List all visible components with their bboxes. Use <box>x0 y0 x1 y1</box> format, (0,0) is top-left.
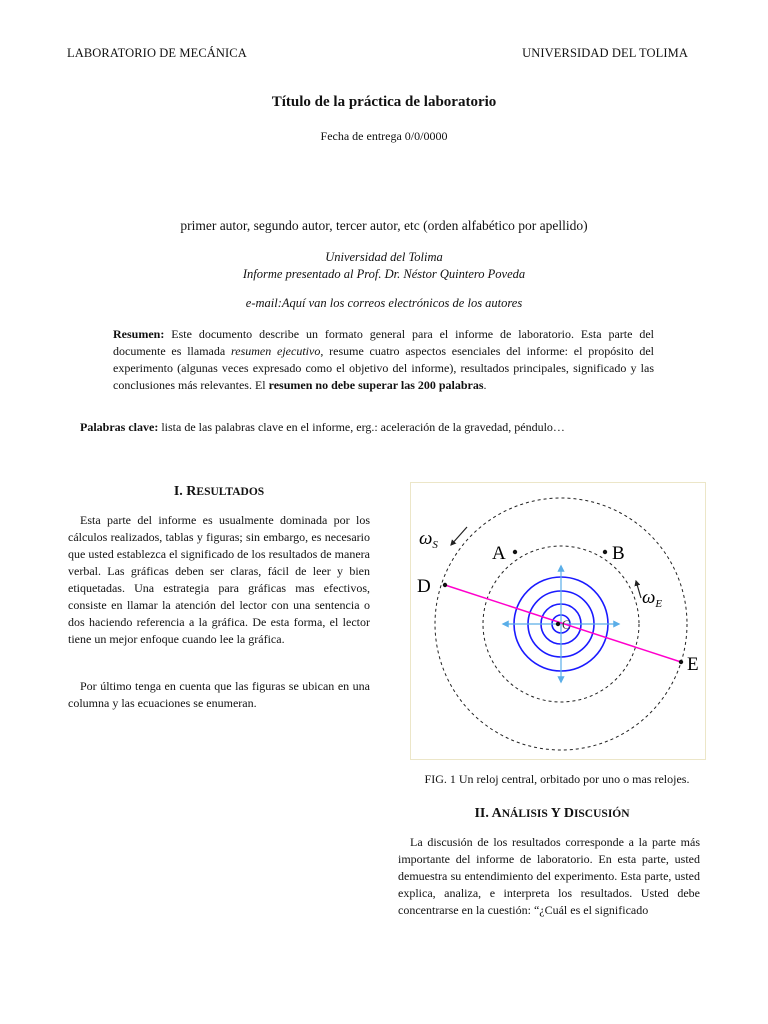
abstract-italic: resumen ejecutivo <box>231 344 321 358</box>
label-e: E <box>687 654 699 675</box>
section-number: II. <box>474 806 489 821</box>
label-omega-e: $\omega_E$ <box>642 587 663 610</box>
section-title-initial: D <box>563 806 574 821</box>
figure-caption: FIG. 1 Un reloj central, orbitado por uno o mas relojes. <box>424 772 690 786</box>
report-recipient: Informe presentado al Prof. Dr. Néstor Quintero Poveda <box>242 267 526 281</box>
running-header-left: LABORATORIO DE MECÁNICA <box>67 46 247 60</box>
label-c: C <box>562 617 571 632</box>
author-list: primer autor, segundo autor, tercer autor, etc (orden alfabético por apellido) <box>180 218 588 233</box>
section-title-resultados <box>68 484 370 500</box>
clock-orbit-diagram <box>411 483 705 759</box>
section-title-analisis <box>398 806 706 822</box>
keywords-label: Palabras clave: <box>80 420 159 434</box>
label-a: A <box>492 543 506 564</box>
omega-e-arrow <box>636 581 641 598</box>
abstract-word-limit: resumen no debe superar las 200 palabras <box>268 378 484 392</box>
results-paragraph-2: Por último tenga en cuenta que las figuras se ubican en una columna y las ecuaciones se enumeran. <box>68 679 370 710</box>
figure-clock-orbit <box>410 482 706 760</box>
discussion-paragraph: La discusión de los resultados corresponde a la parte más importante del informe de laboratorio. En esta parte, usted demuestra su entendimiento del experimento. Esta parte, usted explica, analiza, e interpreta los resultados. Usted debe concentrarse en la cuestión: “¿Cuál es el significado <box>398 835 700 917</box>
abstract-period: . <box>483 378 487 392</box>
section-title-rest: ESULTADOS <box>196 486 265 498</box>
abstract-text-2: , resume cuatro aspectos esenciales del informe: el propósito del experimento (algunas veces expresado como el objetivo del informe), resultados principales, significado y las conclusiones más relevantes. El <box>113 344 655 392</box>
omega-s-arrow <box>451 527 467 545</box>
page-title: Título de la práctica de laboratorio <box>271 94 497 110</box>
point-b <box>603 550 607 554</box>
abstract <box>113 326 654 394</box>
due-date: Fecha de entrega 0/0/0000 <box>320 129 448 143</box>
section-number: I. <box>173 484 183 499</box>
running-header-right: UNIVERSIDAD DEL TOLIMA <box>522 46 688 60</box>
keywords-text: lista de las palabras clave en el informe, erg.: aceleración de la gravedad, péndulo… <box>161 420 565 434</box>
author-email: e-mail:Aquí van los correos electrónicos de los autores <box>245 296 523 310</box>
section-title-rest: ISCUSIÓN <box>573 808 630 820</box>
point-a <box>513 550 517 554</box>
abstract-label: Resumen: <box>113 327 165 341</box>
section-title-initial: R <box>186 484 197 499</box>
results-paragraph-1: Esta parte del informe es usualmente dominada por los cálculos realizados, tablas y figuras; sin embargo, es necesario que usted establezca el significado de los resultados de manera verbal. Las gráficas deben ser claras, fácil de leer y bien etiquetadas. Una estrategia para gráficas mas efectivos, consiste en llamar la atención del lector con una sentencia o dos haciendo referencia a la gráfica. De esta forma, el lector tiene un mejor enfoque cuando lee la gráfica. <box>68 513 370 646</box>
affiliation <box>0 249 768 283</box>
point-c <box>556 622 560 626</box>
keywords <box>80 420 700 435</box>
university-name: Universidad del Tolima <box>325 250 443 264</box>
label-b: B <box>612 543 625 564</box>
point-e <box>679 660 683 664</box>
abstract-text-1: Este documento describe un formato general para el informe de laboratorio. Esta parte del documente es llamada <box>113 327 655 358</box>
label-omega-s: $\omega_S$ <box>419 528 438 551</box>
section-title-word: Y <box>550 806 561 821</box>
point-d <box>443 583 447 587</box>
section-title-rest: NÁLISIS <box>501 808 548 820</box>
label-d: D <box>417 576 431 597</box>
section-title-initial: A <box>491 806 502 821</box>
